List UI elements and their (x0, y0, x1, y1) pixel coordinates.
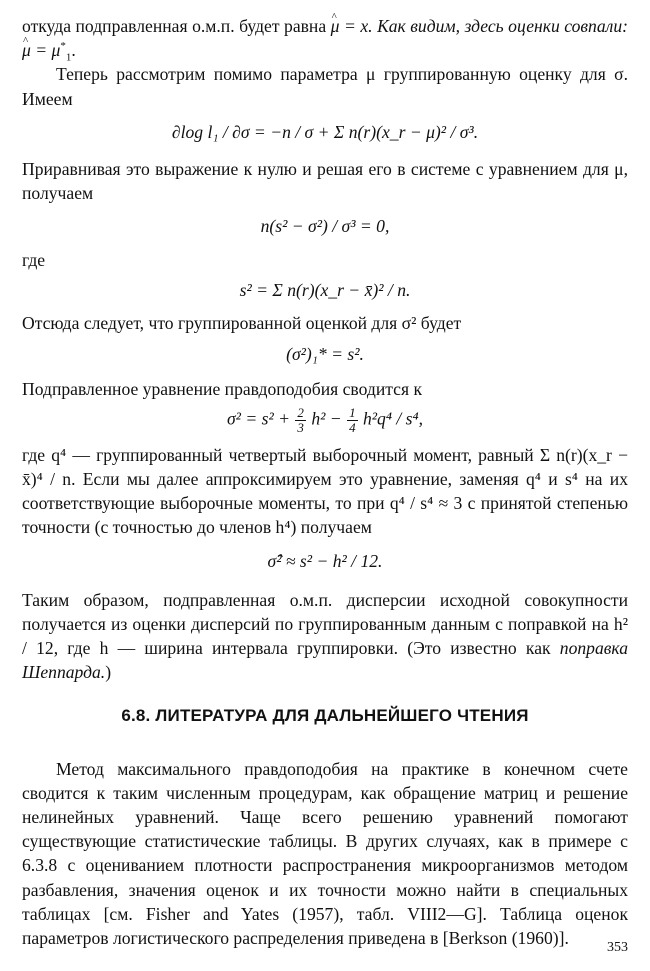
paragraph-corrected-likelihood: Подправленное уравнение правдоподобия сводится к (22, 379, 423, 400)
equation-log-derivative: ∂log l₁ / ∂σ = −n / σ + Σ n(r)(x_r − μ)² / σ³. (171, 121, 479, 142)
fraction-two-thirds: $\frac{2}{3}$ (297, 404, 304, 435)
mu-hat-symbol: ^ μ (331, 14, 340, 38)
fraction-one-quarter: $\frac{1}{4}$ (349, 404, 356, 435)
equation-corrected: σ² = s² + $\frac{2}{3}$ h² − $\frac{1}{4}$ h²q⁴ / s⁴, (227, 404, 423, 435)
paragraph-set-zero: Приравнивая это выражение к нулю и решая его в системе с уравнением для μ, получаем (22, 159, 628, 204)
term-sheppard: поправка Шеппарда. (22, 638, 628, 683)
equation-s-squared: s² = Σ n(r)(x_r − x̄)² / n. (239, 279, 411, 300)
paragraph-further-reading: Метод максимального правдоподобия на практике в конечном счете сводится к таким численным процедурам, как обращение матриц и решение нелинейных уравнений. Чаще всего решению уравнений помогают существующие статистические таблицы. В других случаях, как в примере с 6.3.8 с оцениванием плотности распространения микроорганизмов методом разбавления, значения оценок и их точности можно найти в специальных таблицах [см. Fisher and Yates (1957), табл. VIII2—G]. Таблица оценок параметров логистического распределения приведена в [Berkson (1960)]. (22, 758, 628, 949)
paragraph-sheppard-correction: Таким образом, подправленная о.м.п. дисперсии исходной совокупности получается из оценки дисперсий по группированным данным с поправкой на h² / 12, где h — ширина интервала группировки. (Это известно как поправка Шеппарда.) (22, 589, 628, 683)
paragraph-where-1: где (22, 249, 46, 270)
paragraph-sigma-intro: Теперь рассмотрим помимо параметра μ группированную оценку для σ. Имеем (22, 64, 628, 109)
section-heading: 6.8. ЛИТЕРАТУРА ДЛЯ ДАЛЬНЕЙШЕГО ЧТЕНИЯ (121, 706, 529, 726)
document-page (22, 14, 628, 950)
paragraph-grouped-estimate: Отсюда следует, что группированной оценкой для σ² будет (22, 313, 462, 334)
equation-sheppard: σ̂² ≈ s² − h² / 12. (267, 551, 383, 572)
paragraph-mle-result: откуда подправленная о.м.п. будет равна ^ μ = x. Как видим, здесь оценки совпали: ^ $\mu = \mu^*_1$. (22, 14, 628, 62)
equation-sigma-grouped: (σ²)₁* = s². (286, 344, 364, 365)
page-number: 353 (607, 940, 628, 955)
paragraph-fourth-moment: где q⁴ — группированный четвертый выборочный момент, равный Σ n(r)(x_r − x̄)⁴ / n. Если мы далее аппроксимируем это уравнение, заменяя q⁴ и s⁴ на их соответствующие выборочные моменты, то при q⁴ / s⁴ ≈ 3 с принятой степенью точности (с точностью до членов h⁴) получаем (22, 444, 628, 538)
equation-zero: n(s² − σ²) / σ³ = 0, (260, 216, 390, 237)
